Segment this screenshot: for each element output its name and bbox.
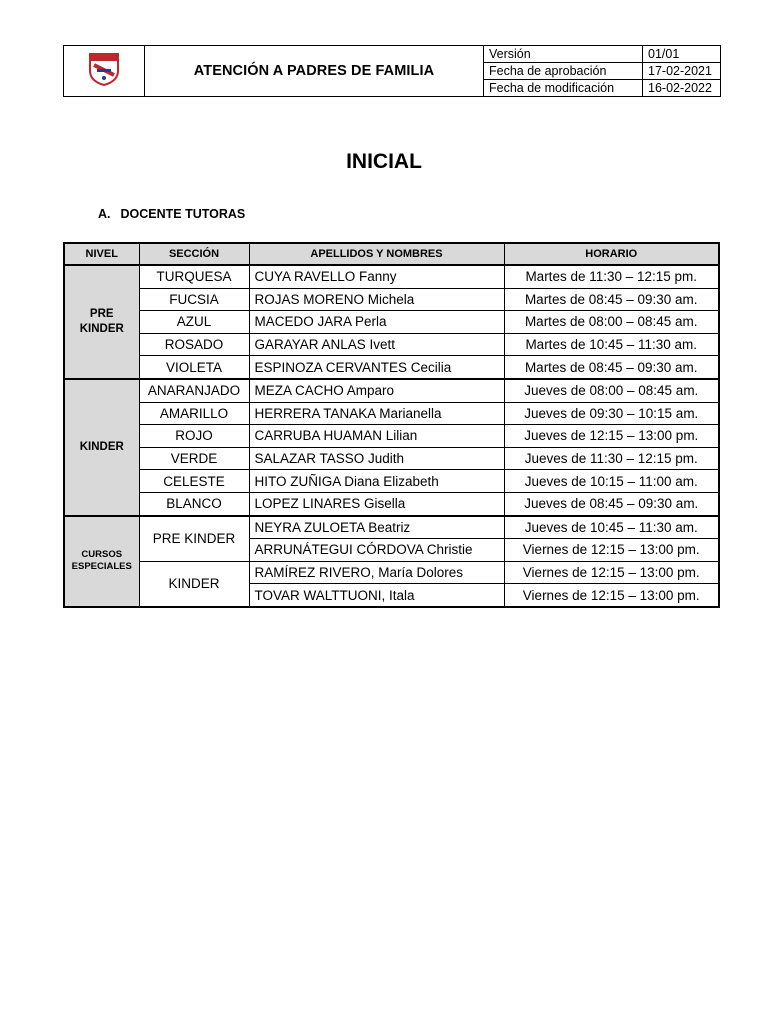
seccion-cell: PRE KINDER bbox=[139, 516, 249, 562]
teacher-name-cell: ROJAS MORENO Michela bbox=[249, 288, 504, 311]
section-letter: A. bbox=[98, 207, 111, 221]
version-label: Versión bbox=[484, 46, 643, 63]
modification-date-value: 16-02-2022 bbox=[643, 80, 721, 97]
column-header-nombre: APELLIDOS Y NOMBRES bbox=[249, 243, 504, 265]
page-title: INICIAL bbox=[346, 150, 422, 173]
seccion-cell: KINDER bbox=[139, 561, 249, 607]
schedule-cell: Jueves de 11:30 – 12:15 pm. bbox=[504, 447, 719, 470]
schedule-cell: Martes de 08:00 – 08:45 am. bbox=[504, 311, 719, 334]
table-row bbox=[64, 333, 719, 356]
seccion-cell: AMARILLO bbox=[139, 402, 249, 425]
approval-date-label: Fecha de aprobación bbox=[484, 63, 643, 80]
document-title: ATENCIÓN A PADRES DE FAMILIA bbox=[145, 46, 484, 97]
teacher-name-cell: MACEDO JARA Perla bbox=[249, 311, 504, 334]
document-header bbox=[63, 45, 721, 97]
nivel-cell bbox=[64, 379, 139, 516]
tutor-table bbox=[63, 242, 720, 608]
nivel-label-line: ESPECIALES bbox=[71, 561, 132, 573]
section-heading bbox=[98, 207, 245, 221]
schedule-cell: Martes de 08:45 – 09:30 am. bbox=[504, 288, 719, 311]
table-row bbox=[64, 356, 719, 379]
table-row bbox=[64, 516, 719, 539]
teacher-name-cell: NEYRA ZULOETA Beatriz bbox=[249, 516, 504, 539]
section-title: DOCENTE TUTORAS bbox=[120, 207, 246, 221]
schedule-cell: Viernes de 12:15 – 13:00 pm. bbox=[504, 561, 719, 584]
seccion-cell: TURQUESA bbox=[139, 265, 249, 288]
schedule-cell: Jueves de 09:30 – 10:15 am. bbox=[504, 402, 719, 425]
teacher-name-cell: HITO ZUÑIGA Diana Elizabeth bbox=[249, 470, 504, 493]
teacher-name-cell: LOPEZ LINARES Gisella bbox=[249, 492, 504, 515]
seccion-cell: CELESTE bbox=[139, 470, 249, 493]
seccion-cell: FUCSIA bbox=[139, 288, 249, 311]
table-row bbox=[64, 561, 719, 584]
column-header-nivel: NIVEL bbox=[64, 243, 139, 265]
nivel-label-line: CURSOS bbox=[81, 549, 123, 561]
teacher-name-cell: RAMÍREZ RIVERO, María Dolores bbox=[249, 561, 504, 584]
table-row bbox=[64, 311, 719, 334]
version-value: 01/01 bbox=[643, 46, 721, 63]
table-row bbox=[64, 447, 719, 470]
nivel-cell bbox=[64, 265, 139, 379]
seccion-cell: VERDE bbox=[139, 447, 249, 470]
table-row bbox=[64, 470, 719, 493]
schedule-cell: Jueves de 08:45 – 09:30 am. bbox=[504, 492, 719, 515]
teacher-name-cell: GARAYAR ANLAS Ivett bbox=[249, 333, 504, 356]
schedule-cell: Jueves de 12:15 – 13:00 pm. bbox=[504, 425, 719, 448]
teacher-name-cell: ARRUNÁTEGUI CÓRDOVA Christie bbox=[249, 539, 504, 562]
table-row bbox=[64, 492, 719, 515]
schedule-cell: Viernes de 12:15 – 13:00 pm. bbox=[504, 584, 719, 607]
seccion-cell: AZUL bbox=[139, 311, 249, 334]
teacher-name-cell: MEZA CACHO Amparo bbox=[249, 379, 504, 402]
approval-date-value: 17-02-2021 bbox=[643, 63, 721, 80]
seccion-cell: ANARANJADO bbox=[139, 379, 249, 402]
table-header-row bbox=[64, 243, 719, 265]
logo-cell bbox=[64, 46, 145, 97]
seccion-cell: VIOLETA bbox=[139, 356, 249, 379]
nivel-cell bbox=[64, 516, 139, 607]
seccion-cell: BLANCO bbox=[139, 492, 249, 515]
schedule-cell: Jueves de 10:15 – 11:00 am. bbox=[504, 470, 719, 493]
school-crest-icon bbox=[86, 51, 122, 87]
column-header-horario: HORARIO bbox=[504, 243, 719, 265]
teacher-name-cell: CARRUBA HUAMAN Lilian bbox=[249, 425, 504, 448]
table-row bbox=[64, 402, 719, 425]
schedule-cell: Martes de 10:45 – 11:30 am. bbox=[504, 333, 719, 356]
nivel-label-line: KINDER bbox=[79, 322, 124, 335]
schedule-cell: Viernes de 12:15 – 13:00 pm. bbox=[504, 539, 719, 562]
column-header-seccion: SECCIÓN bbox=[139, 243, 249, 265]
schedule-cell: Martes de 08:45 – 09:30 am. bbox=[504, 356, 719, 379]
table-row bbox=[64, 288, 719, 311]
modification-date-label: Fecha de modificación bbox=[484, 80, 643, 97]
teacher-name-cell: CUYA RAVELLO Fanny bbox=[249, 265, 504, 288]
nivel-label-line: KINDER bbox=[79, 440, 124, 453]
schedule-cell: Jueves de 08:00 – 08:45 am. bbox=[504, 379, 719, 402]
table-row bbox=[64, 265, 719, 288]
table-row bbox=[64, 379, 719, 402]
table-row bbox=[64, 425, 719, 448]
schedule-cell: Martes de 11:30 – 12:15 pm. bbox=[504, 265, 719, 288]
teacher-name-cell: SALAZAR TASSO Judith bbox=[249, 447, 504, 470]
nivel-label-line: PRE bbox=[89, 307, 114, 320]
schedule-cell: Jueves de 10:45 – 11:30 am. bbox=[504, 516, 719, 539]
teacher-name-cell: ESPINOZA CERVANTES Cecilia bbox=[249, 356, 504, 379]
teacher-name-cell: TOVAR WALTTUONI, Itala bbox=[249, 584, 504, 607]
seccion-cell: ROSADO bbox=[139, 333, 249, 356]
teacher-name-cell: HERRERA TANAKA Marianella bbox=[249, 402, 504, 425]
seccion-cell: ROJO bbox=[139, 425, 249, 448]
